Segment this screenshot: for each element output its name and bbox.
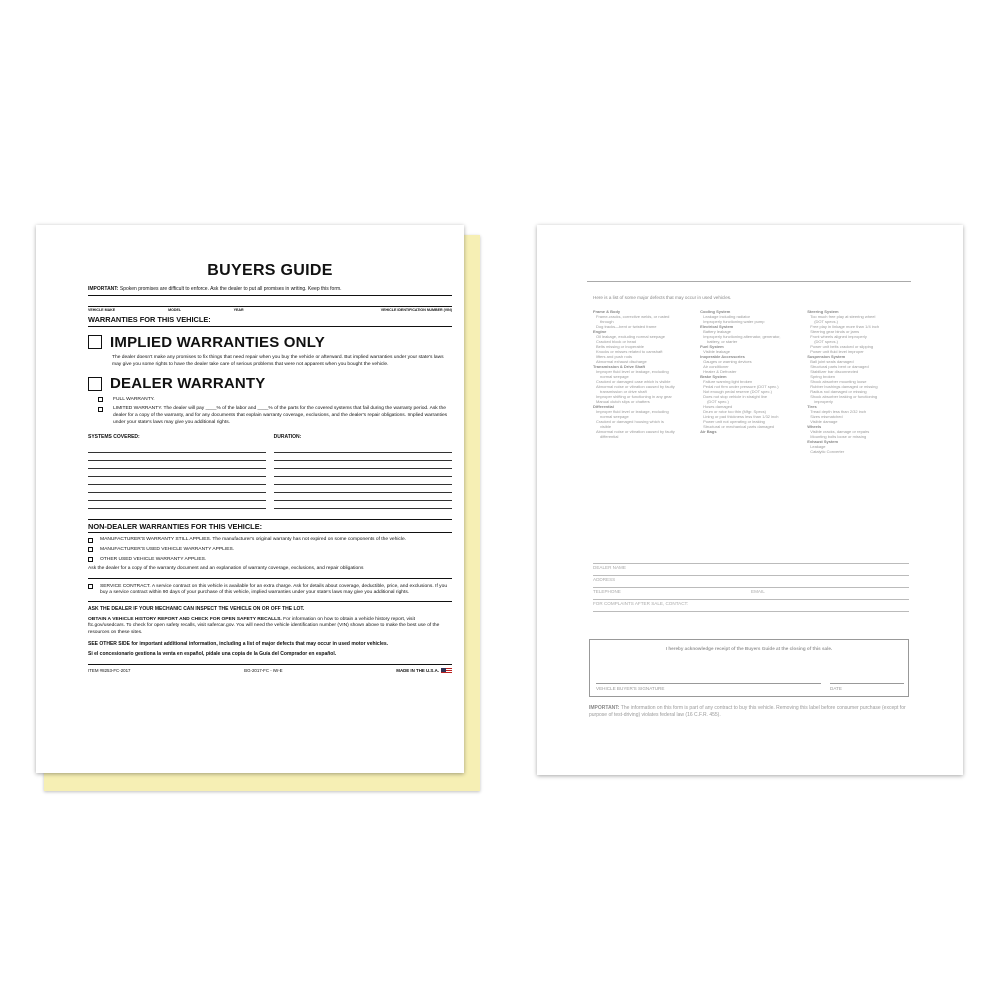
defect-item: Power unit not operating or leaking [703, 419, 765, 424]
defect-item: Dog tracks—bent or twisted frame [596, 324, 657, 329]
warranties-heading: WARRANTIES FOR THIS VEHICLE: [88, 315, 452, 327]
defect-category: Differential [593, 404, 614, 409]
defect-item: Catalytic Converter [810, 449, 845, 454]
contact-row [593, 587, 909, 599]
defect-item: (DOT spec.) [707, 399, 729, 404]
back-sheet [537, 225, 963, 775]
model-field[interactable]: MODEL [168, 308, 182, 313]
defect-category: Steering System [807, 309, 839, 314]
defect-item: through [600, 319, 614, 324]
defect-item: Ball joint seals damaged [810, 359, 854, 364]
form-code: BG-2017-FC - IW-E [244, 668, 283, 674]
made-in-usa: MADE IN THE U.S.A. [396, 668, 452, 674]
defect-item: Shock absorber mounting loose [810, 379, 867, 384]
full-warranty-option [98, 397, 452, 404]
front-sheet-stack [36, 225, 476, 785]
defects-column-3 [807, 309, 908, 454]
defect-item: Improper fluid level or leakage, excluding [596, 409, 669, 414]
other-used-warranty-text: OTHER USED VEHICLE WARRANTY APPLIES. [100, 556, 207, 562]
defect-item: Drum or rotor too thin (Mfgr. Specs) [703, 409, 767, 414]
defect-item: normal seepage [600, 414, 629, 419]
defects-column-2 [700, 309, 801, 454]
defect-item: Free play in linkage more than 1/4 inch [810, 324, 880, 329]
defect-item: Leakage [810, 444, 826, 449]
defect-item: differential [600, 434, 619, 439]
defect-category: Suspension System [807, 354, 846, 359]
duration-label: DURATION: [273, 434, 302, 441]
dealer-name-field[interactable]: DEALER NAME [593, 563, 909, 575]
implied-warranties-text: The dealer doesn't make any promises to fix things that need repair when you buy the vehicle or afterward. But implied warranties under your state's laws may give you some rights to have the dealer take care of serious problems that were not apparent when you bought the vehicle. [112, 355, 444, 367]
defect-item: Power unit fluid level improper [810, 349, 864, 354]
implied-warranties-label: IMPLIED WARRANTIES ONLY [110, 333, 325, 351]
defect-item: Rubber bushings damaged or missing [810, 384, 878, 389]
back-important-text: The information on this form is part of any contract to buy this vehicle. Removing this label before consumer purchase (except for purpose of test-driving) violates federal law (16 C.F.R. 455). [589, 705, 906, 718]
systems-covered-label: SYSTEMS COVERED: [88, 434, 140, 441]
defect-item: Air conditioner [703, 364, 729, 369]
limited-warranty-checkbox[interactable] [98, 407, 103, 412]
defect-category: Frame & Body [593, 309, 621, 314]
acknowledgement-box [589, 639, 909, 697]
defect-item: Improper fluid level or leakage, excluding [596, 369, 669, 374]
defect-item: Power unit belts cracked or slipping [810, 344, 874, 349]
complaints-contact-field[interactable]: FOR COMPLAINTS AFTER SALE, CONTACT: [593, 599, 909, 611]
defect-item: Abnormal noise or vibration caused by faulty [596, 429, 675, 434]
defect-item: Shock absorber leaking or functioning [810, 394, 878, 399]
other-used-warranty-option [88, 557, 452, 564]
implied-warranties-checkbox[interactable] [88, 335, 102, 349]
defect-item: Visible cracks, damage or repairs [810, 429, 870, 434]
back-top-divider [587, 281, 911, 282]
defect-item: Improper shifting or functioning in any gear [596, 394, 672, 399]
defect-item: transmission or drive shaft [600, 389, 647, 394]
service-contract-text: SERVICE CONTRACT. A service contract on this vehicle is available for an extra charge. Ask for details about coverage, deductible, price, and exclusions. If you buy a service contract within 90 days of your purchase of this vehicle, implied warranties under your state's laws may give you additional rights. [100, 583, 448, 596]
acknowledgement-text: I hereby acknowledge receipt of the Buyers Guide at the closing of this sale. [665, 646, 833, 651]
defect-item: Manual clutch slips or chatters [596, 399, 650, 404]
see-other-side-text: SEE OTHER SIDE for important additional information, including a list of major defects that may occur in used motor vehicles. [88, 640, 389, 647]
date-field[interactable]: DATE [830, 683, 904, 691]
back-important-label: IMPORTANT: [589, 705, 620, 711]
defect-category: Fuel System [700, 344, 724, 349]
dealer-warranty-label: DEALER WARRANTY [110, 375, 266, 393]
defect-item: Abnormal noise or vibration caused by faulty [596, 384, 675, 389]
defects-intro: Here is a list of some major defects that may occur in used vehicles. [593, 295, 732, 300]
defect-item: Spring broken [810, 374, 836, 379]
defect-item: Abnormal exhaust discharge [596, 359, 647, 364]
defect-item: Improperly functioning water pump [703, 319, 765, 324]
spanish-notice: Si el concesionario gestiona la venta en español, pídale una copia de la Guía del Comprador en español. [88, 651, 337, 658]
defect-category: Inoperable Accessories [700, 354, 745, 359]
defect-item: Structural or mechanical parts damaged [703, 424, 775, 429]
dealer-warranty-checkbox[interactable] [88, 377, 102, 391]
defect-item: Failure warning light broken [703, 379, 753, 384]
defect-item: Leakage including radiator [703, 314, 751, 319]
defect-item: Stabilizer bar disconnected [810, 369, 859, 374]
manufacturer-warranty-option [88, 537, 452, 544]
service-contract-option [88, 584, 452, 602]
defect-item: Hoses damaged [703, 404, 733, 409]
defect-item: Knocks or misses related to camshaft [596, 349, 663, 354]
defect-item: Radius rod damaged or missing [810, 389, 867, 394]
us-flag-icon [441, 668, 452, 674]
defect-category: Wheels [807, 424, 822, 429]
defect-item: Improperly functioning alternator, generator, [703, 334, 781, 339]
front-footer [88, 664, 452, 674]
important-text: Spoken promises are difficult to enforce. Ask the dealer to put all promises in writing. Keep this form. [119, 285, 342, 292]
telephone-field[interactable]: TELEPHONE [593, 589, 621, 594]
defect-item: visible [600, 424, 612, 429]
defect-item: Battery leakage [703, 329, 731, 334]
other-used-warranty-checkbox[interactable] [88, 557, 93, 562]
full-warranty-checkbox[interactable] [98, 397, 103, 402]
defect-category: Cooling System [700, 309, 731, 314]
item-number: ITEM #8253-FC-2017 [88, 668, 131, 674]
front-sheet [36, 225, 464, 773]
dealer-warranty-option [88, 374, 452, 394]
defect-item: (DOT specs.) [814, 339, 838, 344]
service-contract-checkbox[interactable] [88, 584, 93, 589]
systems-duration-lines [88, 445, 452, 509]
buyers-guide-title: BUYERS GUIDE [207, 262, 333, 279]
important-notice [88, 286, 452, 297]
limited-warranty-option [98, 406, 452, 426]
defect-category: Air Bags [700, 429, 717, 434]
year-field[interactable]: YEAR [233, 308, 244, 313]
defect-item: Too much free play at steering wheel [810, 314, 876, 319]
manufacturer-warranty-checkbox[interactable] [88, 538, 93, 543]
defect-item: Structural parts bent or damaged [810, 364, 869, 369]
defect-item: Visible leakage [703, 349, 730, 354]
defects-list [593, 309, 908, 454]
manufacturer-warranty-text: MANUFACTURER'S WARRANTY STILL APPLIES. The manufacturer's original warranty has not expired on some components of the vehicle. [100, 537, 407, 543]
defect-item: Cracked or damaged housing which is [596, 419, 664, 424]
manufacturer-used-warranty-checkbox[interactable] [88, 547, 93, 552]
defect-category: Electrical System [700, 324, 734, 329]
systems-covered-lines[interactable] [88, 445, 266, 509]
defect-item: battery, or starter [707, 339, 738, 344]
defect-item: Front wheels aligned improperly [810, 334, 867, 339]
defect-item: normal seepage [600, 374, 629, 379]
defect-item: Tread depth less than 2/32 inch [810, 409, 867, 414]
full-warranty-text: FULL WARRANTY. [113, 396, 155, 402]
defect-item: Gauges or warning devices [703, 359, 752, 364]
vehicle-fields [88, 306, 452, 313]
non-dealer-warranties-heading: NON-DEALER WARRANTIES FOR THIS VEHICLE: [88, 519, 452, 534]
limited-warranty-text: LIMITED WARRANTY. The dealer will pay ____% of the labor and ____% of the parts for the covered systems that fail during the warranty period. Ask the dealer for a copy of the warranty, and for any documents that explain warranty coverage, exclusions, and the dealer's repair obligations. Implied warranties under your state's laws may give you additional rights. [113, 406, 448, 425]
vehicle-make-field[interactable]: VEHICLE MAKE [88, 308, 116, 313]
defect-category: Engine [593, 329, 607, 334]
history-report-bold: OBTAIN A VEHICLE HISTORY REPORT AND CHECK FOR OPEN SAFETY RECALLS. [88, 616, 282, 622]
defect-category: Transmission & Drive Shaft [593, 364, 646, 369]
defect-category: Tires [807, 404, 817, 409]
buyer-signature-field[interactable]: VEHICLE BUYER'S SIGNATURE [596, 683, 821, 691]
defect-item: Does not stop vehicle in straight line [703, 394, 768, 399]
dealer-info-lines [593, 563, 909, 623]
defect-item: Steering gear binds or jams [810, 329, 860, 334]
defect-item: Cracked or damaged case which is visible [596, 379, 671, 384]
defect-category: Exhaust System [807, 439, 839, 444]
defect-item: Mounting bolts loose or missing [810, 434, 867, 439]
defect-item: lifters and push rods [596, 354, 633, 359]
back-important-notice [589, 705, 919, 719]
defect-item: Heater & Defroster [703, 369, 737, 374]
defect-item: Cracked block or head [596, 339, 637, 344]
defect-item: (DOT specs.) [814, 319, 838, 324]
address-field[interactable]: ADDRESS [593, 575, 909, 587]
systems-duration-header [88, 434, 452, 441]
history-report-text [88, 617, 452, 637]
defect-category: Brake System [700, 374, 727, 379]
manufacturer-used-warranty-text: MANUFACTURER'S USED VEHICLE WARRANTY APPLIES. [100, 546, 235, 552]
implied-warranties-option [88, 333, 452, 353]
important-label: IMPORTANT: [88, 285, 119, 292]
vin-field[interactable]: VEHICLE IDENTIFICATION NUMBER (VIN) [380, 308, 452, 313]
defect-item: Not enough pedal reserve (DOT spec.) [703, 389, 772, 394]
defect-item: Oil leakage, excluding normal seepage [596, 334, 665, 339]
defect-item: Lining or pad thickness less than 1/32 inch [703, 414, 779, 419]
ask-mechanic-text: ASK THE DEALER IF YOUR MECHANIC CAN INSPECT THE VEHICLE ON OR OFF THE LOT. [88, 606, 305, 613]
ask-copy-text: Ask the dealer for a copy of the warranty document and an explanation of warranty coverage, exclusions, and repair obligations [88, 566, 452, 579]
defects-column-1 [593, 309, 694, 454]
defect-item: improperly [814, 399, 833, 404]
history-report-body: For information on how to obtain a vehicle history report, visit ftc.gov/usedcars. To check for open safety recalls, visit safercar.gov. You will need the vehicle identification number (VIN) shown above to make the best use of the resources on these sites. [88, 616, 440, 635]
email-field[interactable]: EMAIL [751, 589, 765, 594]
defect-item: Frame-cracks, corrective welds, or rusted [596, 314, 670, 319]
complaints-contact-line-2[interactable] [593, 611, 909, 623]
defect-item: Visible damage [810, 419, 838, 424]
defect-item: Sizes mismatched [810, 414, 843, 419]
duration-lines[interactable] [274, 445, 452, 509]
defect-item: Belts missing or inoperable [596, 344, 645, 349]
manufacturer-used-warranty-option [88, 547, 452, 554]
defect-item: Pedal not firm under pressure (DOT spec.) [703, 384, 779, 389]
